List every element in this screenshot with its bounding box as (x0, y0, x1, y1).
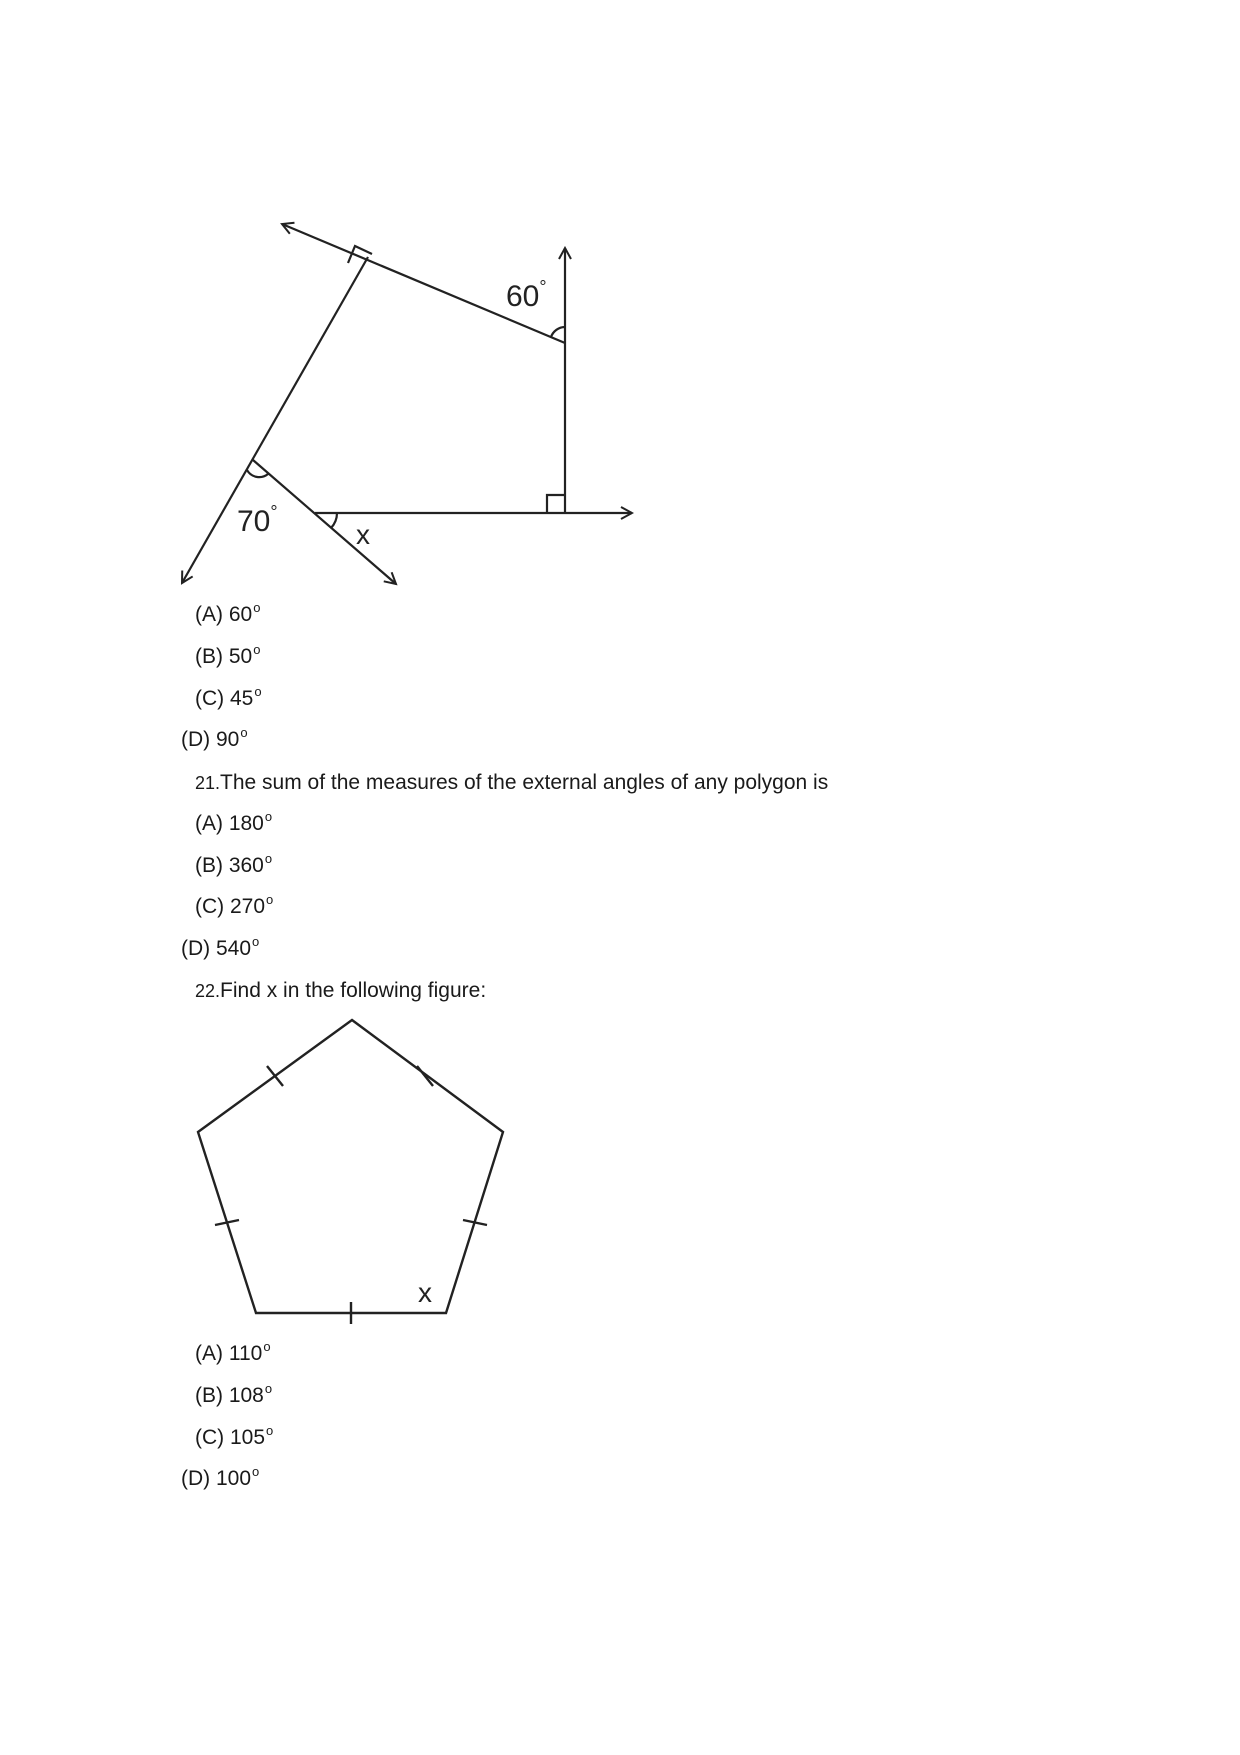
q22-option-b: (B) 108$^o$ (195, 1381, 273, 1407)
pentagon-angle-x: x (418, 1277, 432, 1308)
q22-option-c: (C) 105$^o$ (195, 1423, 274, 1449)
q20-option-c: (C) 45$^o$ (195, 684, 262, 710)
tick-mark (267, 1066, 283, 1086)
q20-option-d: (D) 90$^o$ (181, 725, 248, 751)
q21-option-a: (A) 180$^o$ (195, 809, 273, 835)
angle-label-70: 70° (237, 502, 278, 538)
q22-option-d: (D) 100$^o$ (181, 1464, 260, 1490)
tick-mark (417, 1066, 433, 1086)
q21-option-d: (D) 540$^o$ (181, 934, 260, 960)
angle-label-60: 60° (506, 277, 547, 313)
pentagon-outline (198, 1020, 503, 1313)
angle-label-x: x (356, 519, 370, 550)
q22-question: 22.Find x in the following figure: (195, 979, 487, 1002)
q21-question: 21.The sum of the measures of the external angles of any polygon is (195, 771, 829, 794)
q20-option-a: (A) 60$^o$ (195, 600, 261, 626)
q22-option-a: (A) 110$^o$ (195, 1339, 271, 1365)
q21-option-b: (B) 360$^o$ (195, 851, 273, 877)
q21-option-c: (C) 270$^o$ (195, 892, 274, 918)
q20-option-b: (B) 50$^o$ (195, 642, 261, 668)
